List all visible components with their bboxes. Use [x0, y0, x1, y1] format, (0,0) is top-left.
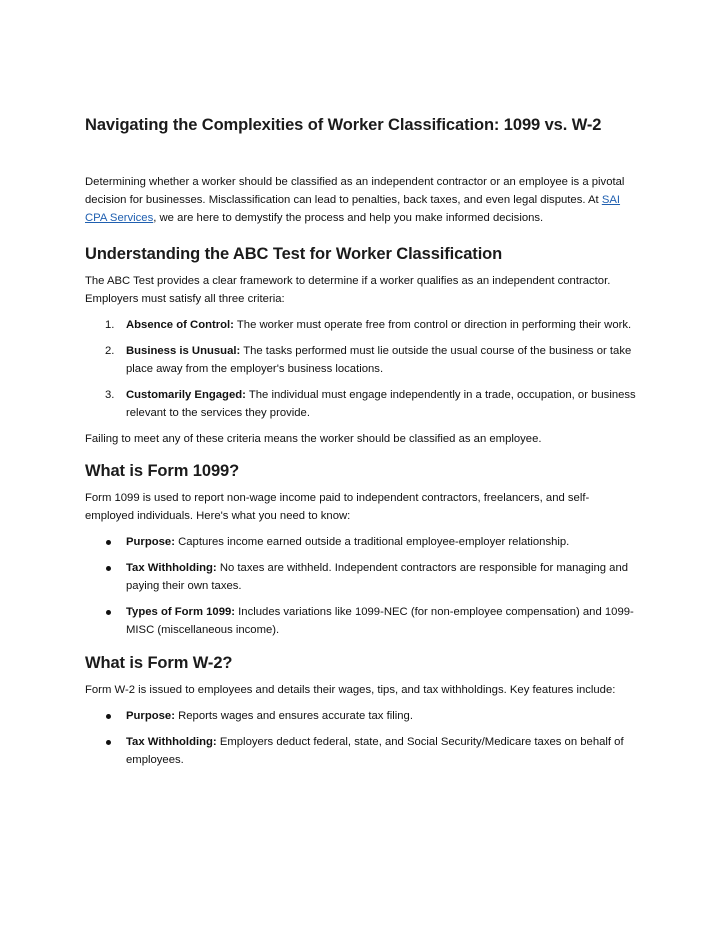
bullet-icon	[106, 566, 111, 571]
bullet-icon	[106, 714, 111, 719]
form-w2-intro: Form W-2 is issued to employees and details their wages, tips, and tax withholdings. Key features include:	[85, 684, 616, 696]
abc-conclusion: Failing to meet any of these criteria means the worker should be classified as an employee.	[85, 433, 542, 445]
list-item	[85, 733, 637, 769]
list-item-text: Employers deduct federal, state, and Social Security/Medicare taxes on behalf of employees.	[126, 736, 624, 766]
list-item-text: Includes variations like 1099-NEC (for non-employee compensation) and 1099-MISC (miscellaneous income).	[126, 606, 634, 636]
form-1099-list	[85, 533, 637, 639]
form-1099-intro: Form 1099 is used to report non-wage income paid to independent contractors, freelancers, and self-employed individuals. Here's what you need to know:	[85, 492, 590, 522]
intro-paragraph	[85, 173, 637, 227]
list-item	[85, 707, 637, 725]
list-item-text: No taxes are withheld. Independent contractors are responsible for managing and paying their own taxes.	[126, 562, 629, 592]
list-item-text: The individual must engage independently in a trade, occupation, or business relevant to the services they provide.	[126, 389, 636, 419]
list-item	[85, 533, 637, 551]
form-w2-heading: What is Form W-2?	[85, 654, 233, 672]
document-title: Navigating the Complexities of Worker Classification: 1099 vs. W-2	[85, 116, 602, 134]
list-number: 3.	[105, 389, 115, 401]
list-item-text: The worker must operate free from control or direction in performing their work.	[233, 319, 632, 331]
intro-text-before: Determining whether a worker should be classified as an independent contractor or an employee is a pivotal decision for businesses. Misclassification can lead to penalties, back taxes, and even legal disputes. At	[85, 176, 625, 206]
bullet-icon	[106, 540, 111, 545]
document-body	[85, 113, 637, 769]
list-item-label: Absence of Control:	[126, 319, 234, 331]
list-item-text: Reports wages and ensures accurate tax filing.	[174, 710, 413, 722]
abc-test-intro: The ABC Test provides a clear framework to determine if a worker qualifies as an independent contractor. Employers must satisfy all three criteria:	[85, 275, 611, 305]
list-number: 2.	[105, 345, 115, 357]
list-item-text: The tasks performed must lie outside the usual course of the business or take place away from the employer's business locations.	[126, 345, 632, 375]
list-item	[85, 386, 637, 422]
list-item	[85, 603, 637, 639]
bullet-icon	[106, 740, 111, 745]
list-item-label: Tax Withholding:	[126, 562, 217, 574]
form-w2-list	[85, 707, 637, 769]
bullet-icon	[106, 610, 111, 615]
list-item	[85, 342, 637, 378]
list-item-label: Business is Unusual:	[126, 345, 241, 357]
list-item	[85, 559, 637, 595]
list-item	[85, 316, 637, 334]
list-item-label: Purpose:	[126, 710, 175, 722]
form-1099-heading: What is Form 1099?	[85, 462, 240, 480]
sai-cpa-services-link[interactable]: SAI CPA Services	[85, 194, 621, 224]
list-item-label: Customarily Engaged:	[126, 389, 246, 401]
list-item-label: Purpose:	[126, 536, 175, 548]
list-number: 1.	[105, 319, 115, 331]
abc-test-heading: Understanding the ABC Test for Worker Classification	[85, 245, 503, 263]
abc-criteria-list	[85, 316, 637, 422]
list-item-label: Types of Form 1099:	[126, 606, 236, 618]
list-item-text: Captures income earned outside a traditional employee-employer relationship.	[174, 536, 570, 548]
intro-text-after: , we are here to demystify the process and help you make informed decisions.	[153, 212, 544, 224]
list-item-label: Tax Withholding:	[126, 736, 217, 748]
